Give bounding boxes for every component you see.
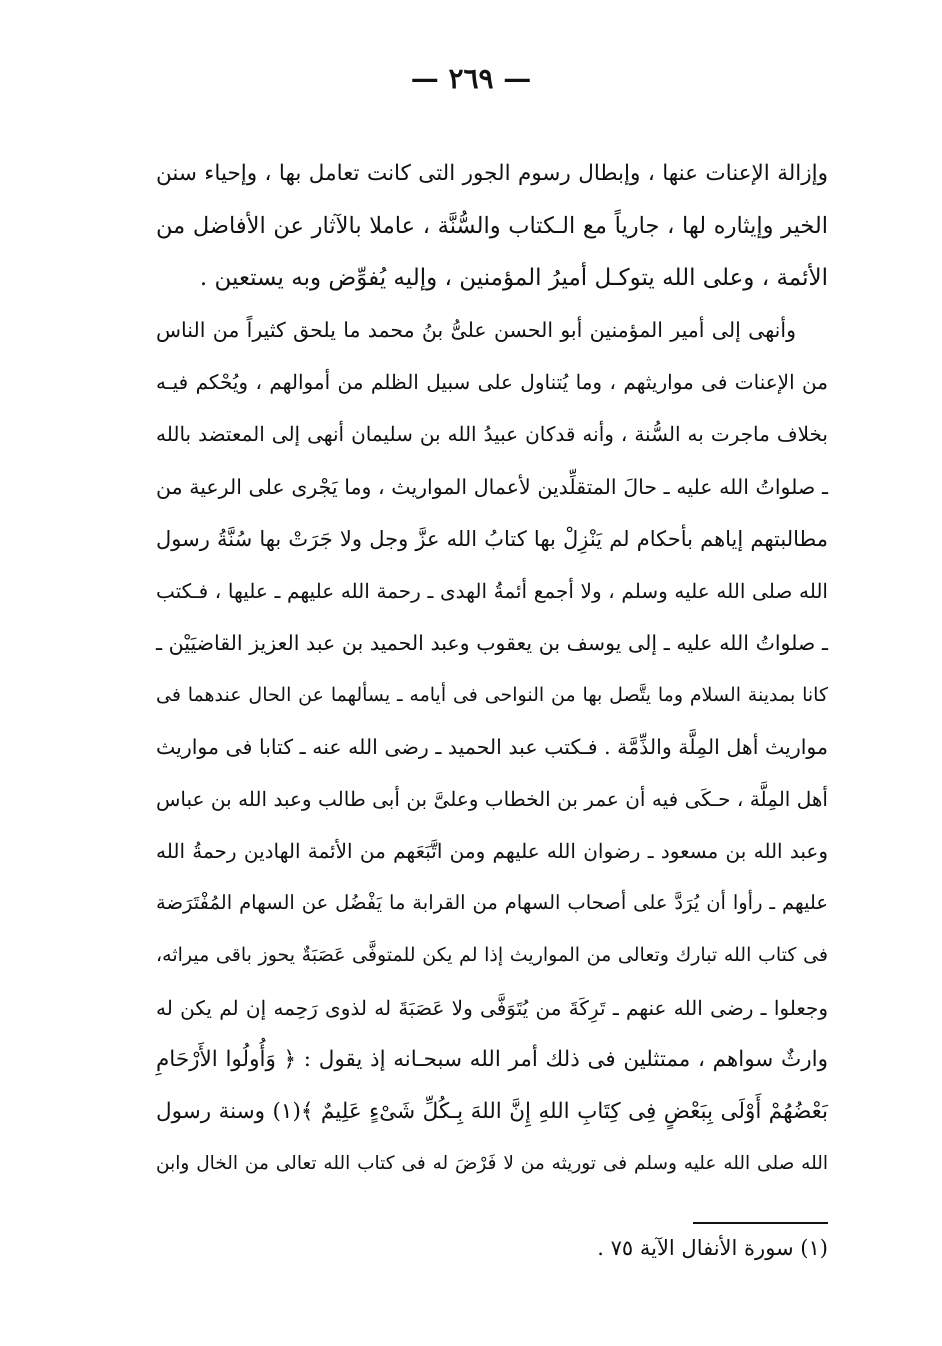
text-line: وإزالة الإعنات عنها ، وإبطال رسوم الجور التى كانت تعامل بها ، وإحياء سنن (156, 161, 828, 186)
footnote-divider (693, 1222, 828, 1224)
text-line: مطالبتهم إياهم بأحكام لم يَنْزِلْ بها كتابُ الله عزَّ وجل ولا جَرَتْ بها سُنَّةُ رسول (156, 526, 828, 551)
text-line: وأنهى إلى أمير المؤمنين أبو الحسن علىُّ بنُ محمد ما يلحق كثيراً من الناس (156, 318, 796, 343)
text-line: ـ صلواتُ الله عليه ـ حالَ المتقلِّدين لأعمال المواريث ، وما يَجْرى على الرعية من (156, 474, 828, 499)
text-line: وارثٌ سواهم ، ممتثلين فى ذلك أمر الله سبحـانه إذ يقول : ﴿ وَأُولُوا الأَرْحَامِ (156, 1046, 828, 1072)
text-line: عليهم ـ رأوا أن يُرَدَّ على أصحاب السهام من القرابة ما يَفْضُل عن السهام المُفْتَرَضة (156, 891, 828, 915)
footnote: (١) سورة الأنفال الآية ٧٥ . (597, 1236, 828, 1260)
text-line: كانا بمدينة السلام وما يتَّصل بها من النواحى فى أيامه ـ يسألهما عن الحال عندهما فى (156, 683, 828, 706)
text-line: مواريث أهل المِلَّة والذِّمَّة . فـكتب عبد الحميد ـ رضى الله عنه ـ كتابا فى مواريث (156, 735, 828, 760)
text-line: وعبد الله بن مسعود ـ رضوان الله عليهم ومن اتَّبَعَهم من الأئمة الهادين رحمةُ الله (156, 839, 828, 864)
text-line: من الإعنات فى مواريثهم ، وما يُتناول على سبيل الظلم من أموالهم ، ويُحْكم فيـه (156, 370, 828, 395)
text-line: وجعلوا ـ رضى الله عنهم ـ تَرِكَةَ من يُتَوَفَّى ولا عَصَبَةَ له لذوى رَحِمه إن لم يكن له (156, 995, 828, 1020)
text-line: الله صلى الله عليه وسلم ، ولا أجمع أئمةُ الهدى ـ رحمة الله عليهم ـ عليها ، فـكتب (156, 578, 828, 603)
text-line: الأئمة ، وعلى الله يتوكـل أميرُ المؤمنين ، وإليه يُفوِّض وبه يستعين . (199, 265, 828, 292)
text-line: فى كتاب الله تبارك وتعالى من المواريث إذا لم يكن للمتوفَّى عَصَبَةٌ يحوز باقى ميراثه، (156, 944, 828, 967)
text-line: الخير وإيثاره لها ، جارياً مع الـكتاب والسُّنَّة ، عاملا بالآثار عن الأفاضل من (156, 213, 828, 240)
text-line: ـ صلواتُ الله عليه ـ إلى يوسف بن يعقوب وعبد الحميد بن عبد العزيز القاضيَيْن ـ (156, 630, 828, 655)
text-line: الله صلى الله عليه وسلم فى توريثه من لا فَرْضَ له فى كتاب الله تعالى من الخال وابن (156, 1152, 828, 1174)
text-line: بَعْضُهُمْ أَوْلَى بِبَعْضٍ فِى كِتَابِ اللهِ إِنَّ اللهَ بِـكُلِّ شَىْءٍ عَلِيمٌ ﴾(١) وسنة رسول (156, 1098, 828, 1124)
text-line: أهل المِلَّة ، حـكَى فيه أن عمر بن الخطاب وعلىَّ بن أبى طالب وعبد الله بن عباس (156, 787, 828, 812)
body-text (156, 148, 828, 1190)
text-line: بخلاف ماجرت به السُّنة ، وأنه قدكان عبيدُ الله بن سليمان أنهى إلى المعتضد بالله (156, 422, 828, 447)
page-number: — ٢٦٩ — (410, 62, 532, 95)
